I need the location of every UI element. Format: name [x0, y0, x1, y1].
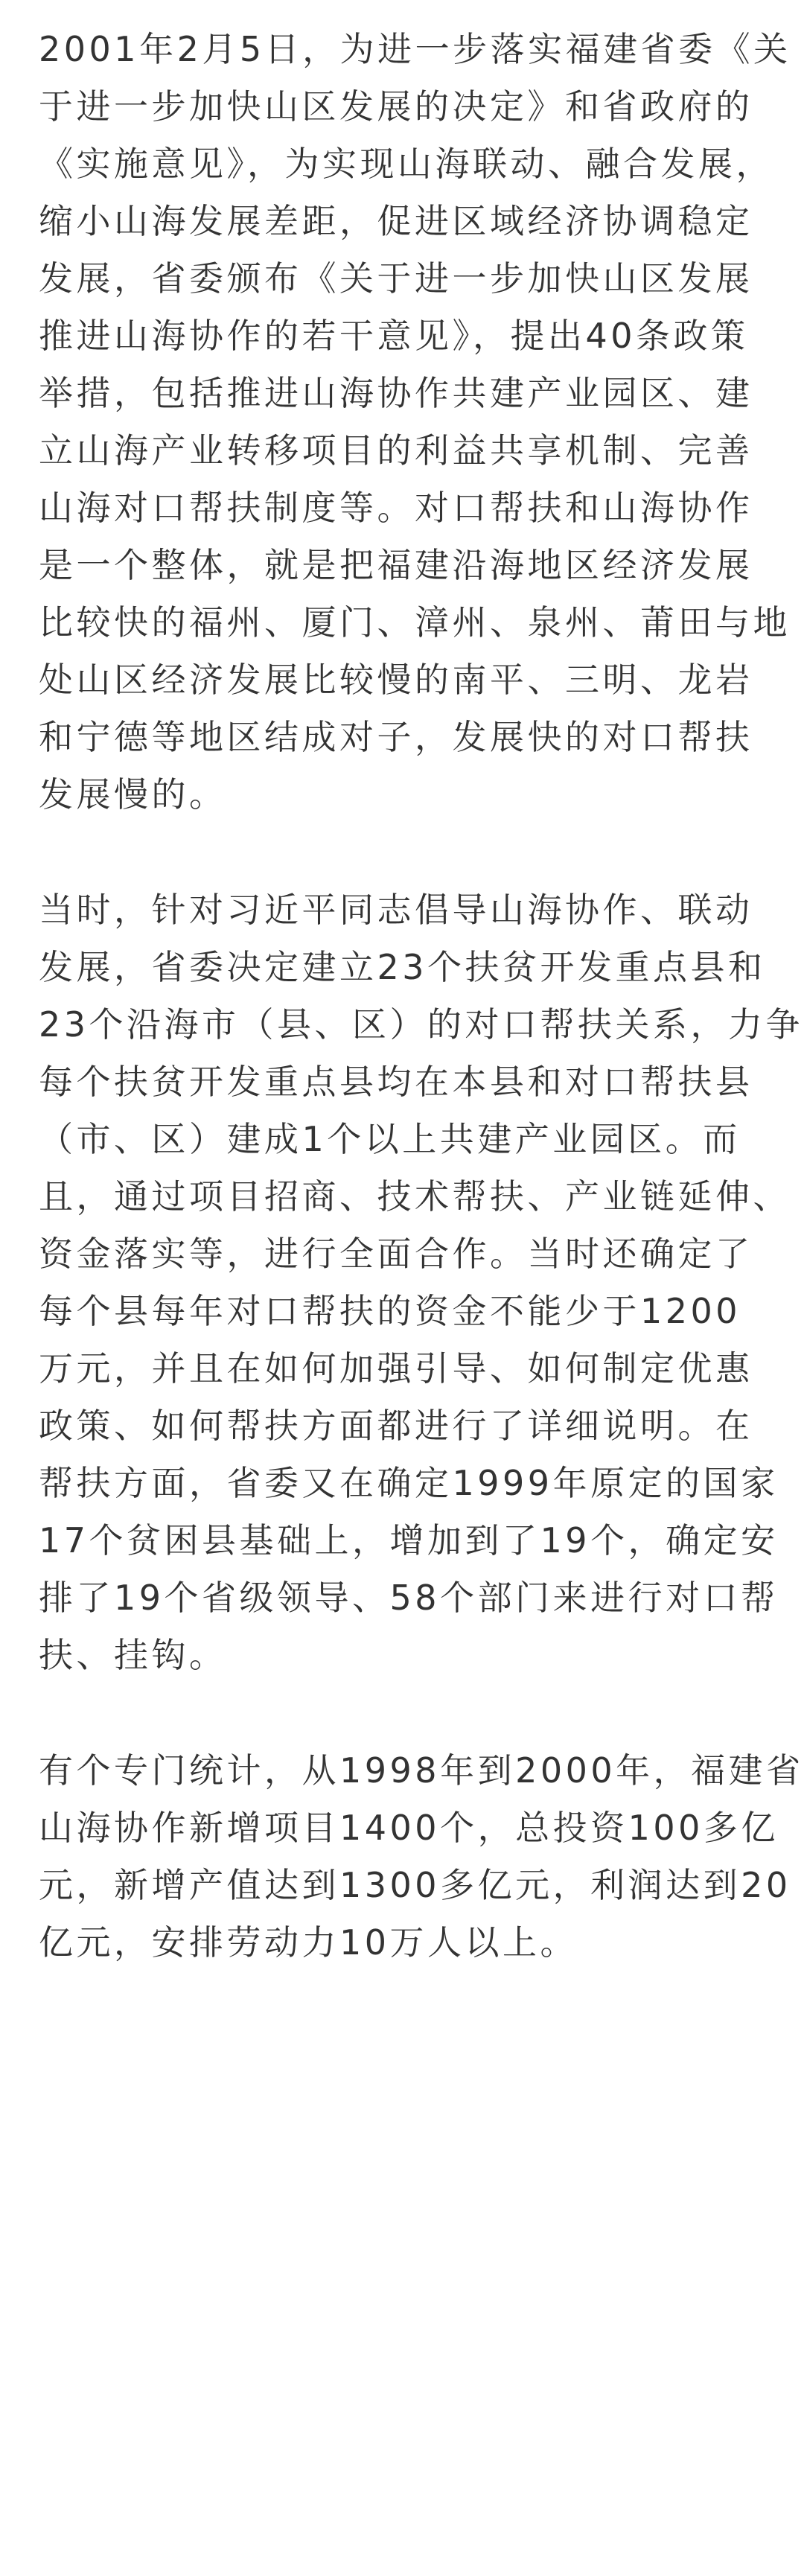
text-line: 元，新增产值达到1300多亿元，利润达到20 — [39, 1865, 791, 1905]
text-line: 山海协作新增项目1400个，总投资100多亿 — [39, 1808, 779, 1848]
text-line: 发展慢的。 — [39, 774, 227, 814]
text-line: 排了19个省级领导、58个部门来进行对口帮 — [39, 1578, 779, 1618]
text-line: 和宁德等地区结成对子，发展快的对口帮扶 — [39, 717, 753, 757]
text-line: 每个扶贫开发重点县均在本县和对口帮扶县 — [39, 1062, 753, 1102]
text-line: 当时，针对习近平同志倡导山海协作、联动 — [39, 890, 753, 930]
text-line: 17个贫困县基础上，增加到了19个，确定安 — [39, 1520, 779, 1560]
text-line: 推进山海协作的若干意见》，提出40条政策 — [39, 316, 749, 356]
text-line: 2001年2月5日，为进一步落实福建省委《关 — [39, 29, 791, 69]
text-line: 是一个整体，就是把福建沿海地区经济发展 — [39, 545, 753, 585]
text-line: 万元，并且在如何加强引导、如何制定优惠 — [39, 1348, 753, 1389]
text-line: 《实施意见》，为实现山海联动、融合发展， — [39, 144, 773, 184]
text-line: 举措，包括推进山海协作共建产业园区、建 — [39, 373, 753, 413]
text-line: 缩小山海发展差距，促进区域经济协调稳定 — [39, 201, 753, 241]
text-line: 处山区经济发展比较慢的南平、三明、龙岩 — [39, 660, 753, 700]
text-line: 资金落实等，进行全面合作。当时还确定了 — [39, 1234, 753, 1274]
text-line: 亿元，安排劳动力10万人以上。 — [39, 1922, 578, 1963]
paragraph-2 — [39, 881, 804, 1684]
text-line: 且，通过项目招商、技术帮扶、产业链延伸、 — [39, 1176, 791, 1217]
text-line: 比较快的福州、厦门、漳州、泉州、莆田与地 — [39, 602, 791, 643]
text-line: 扶、挂钩。 — [39, 1635, 227, 1675]
text-line: 发展，省委决定建立23个扶贫开发重点县和 — [39, 947, 766, 987]
text-line: 帮扶方面，省委又在确定1999年原定的国家 — [39, 1463, 779, 1503]
paragraph-1 — [39, 21, 791, 823]
text-line: 每个县每年对口帮扶的资金不能少于1200 — [39, 1291, 741, 1331]
text-line: 发展，省委颁布《关于进一步加快山区发展 — [39, 258, 753, 299]
text-line: 于进一步加快山区发展的决定》和省政府的 — [39, 86, 753, 127]
text-line: 23个沿海市（县、区）的对口帮扶关系，力争 — [39, 1004, 804, 1045]
text-line: （市、区）建成1个以上共建产业园区。而 — [39, 1119, 741, 1159]
text-line: 立山海产业转移项目的利益共享机制、完善 — [39, 430, 753, 471]
paragraph-3 — [39, 1742, 804, 1971]
text-line: 有个专门统计，从1998年到2000年，福建省 — [39, 1750, 804, 1791]
text-line: 山海对口帮扶制度等。对口帮扶和山海协作 — [39, 488, 753, 528]
text-line: 政策、如何帮扶方面都进行了详细说明。在 — [39, 1406, 753, 1446]
